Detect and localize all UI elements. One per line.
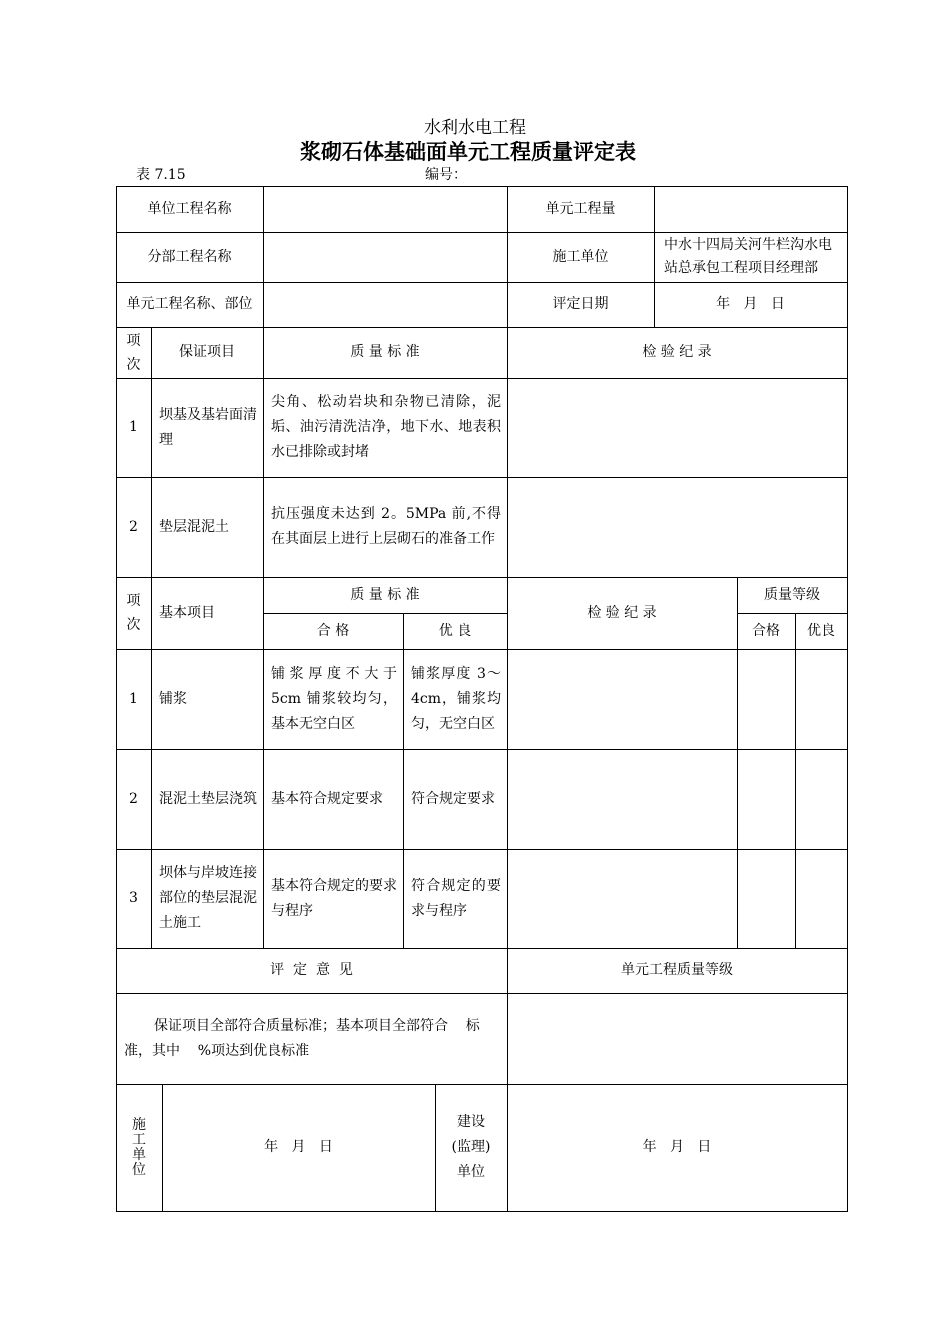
guarantee-row-2-no: 2 — [129, 518, 138, 535]
signoff-constructor-date[interactable]: 年 月 日 — [264, 1139, 333, 1155]
basic-row-1-excellent: 铺浆厚度 3～4cm，铺浆均匀，无空白区 — [411, 665, 501, 732]
guarantee-row-2-standard: 抗压强度未达到 2。5MPa 前,不得在其面层上进行上层砌石的准备工作 — [271, 506, 501, 547]
eval-date-label: 评定日期 — [552, 296, 609, 312]
signoff-supervisor-label-1: 建设 — [457, 1114, 485, 1130]
guarantee-col-no-text: 项次 — [126, 332, 141, 373]
basic-col-no — [116, 577, 151, 649]
basic-col-no-text: 项次 — [126, 593, 141, 633]
guarantee-col-standard: 质 量 标 准 — [350, 344, 420, 360]
sub-project-value[interactable] — [263, 232, 507, 282]
basic-row-1-item: 铺浆 — [159, 690, 187, 707]
basic-col-excellent: 优 良 — [438, 622, 472, 639]
eval-date-value[interactable]: 年 月 日 — [716, 296, 785, 312]
guarantee-row-1-no: 1 — [129, 419, 138, 435]
guarantee-row-1-item: 坝基及基岩面清理 — [159, 406, 257, 448]
unit-project-value[interactable] — [263, 186, 507, 232]
basic-col-pass: 合 格 — [316, 622, 350, 639]
signoff-supervisor-label — [435, 1084, 507, 1211]
guarantee-row-2-record[interactable] — [507, 477, 847, 577]
basic-row-2-pass: 基本符合规定要求 — [271, 790, 383, 807]
guarantee-row-1-standard: 尖角、松动岩块和杂物已清除，泥垢、油污清洗洁净，地下水、地表积水已排除或封堵 — [271, 394, 501, 460]
basic-col-item: 基本项目 — [159, 604, 215, 621]
basic-col-record: 检 验 纪 录 — [587, 604, 657, 621]
signoff-constructor-label — [116, 1084, 162, 1211]
guarantee-row-2-item: 垫层混泥土 — [159, 518, 229, 535]
constructor-value[interactable]: 中水十四局关河牛栏沟水电站总承包工程项目经理部 — [664, 237, 832, 276]
basic-col-grade: 质量等级 — [764, 586, 820, 603]
constructor-label: 施工单位 — [552, 248, 609, 265]
basic-row-3-item: 坝体与岸坡连接部位的垫层混泥土施工 — [159, 865, 257, 931]
document-title: 浆砌石体基础面单元工程质量评定表 — [300, 139, 636, 164]
evaluation-opinion-text[interactable]: 保证项目全部符合质量标准；基本项目全部符合 标准，其中 %项达到优良标准 — [124, 1018, 480, 1059]
basic-row-1-pass: 铺浆厚度不大于 5cm 铺浆较均匀，基本无空白区 — [271, 665, 397, 732]
signoff-constructor-label-text: 施工单位 — [132, 1116, 146, 1178]
basic-row-3-pass: 基本符合规定的要求与程序 — [271, 877, 397, 919]
basic-col-grade-pass: 合格 — [752, 622, 780, 639]
guarantee-col-record: 检 验 纪 录 — [642, 344, 712, 360]
basic-row-3-no: 3 — [129, 890, 138, 906]
document-supertitle: 水利水电工程 — [424, 118, 526, 138]
guarantee-col-item: 保证项目 — [179, 344, 235, 360]
evaluation-grade-label: 单元工程质量等级 — [621, 962, 733, 978]
sub-project-label: 分部工程名称 — [147, 248, 232, 265]
serial-number-label: 编号： — [425, 167, 467, 183]
unit-name-value[interactable] — [263, 282, 507, 327]
signoff-supervisor-label-3: 单位 — [457, 1164, 485, 1180]
signoff-supervisor-label-2: (监理) — [451, 1139, 491, 1155]
evaluation-opinion-label: 评 定 意 见 — [270, 962, 353, 978]
basic-row-2-item: 混泥土垫层浇筑 — [159, 790, 257, 807]
evaluation-grade-value[interactable] — [507, 993, 847, 1084]
basic-col-standard: 质 量 标 准 — [350, 586, 420, 603]
basic-row-1-no: 1 — [129, 690, 138, 707]
basic-row-2-no: 2 — [129, 790, 138, 807]
table-number: 表 7.15 — [136, 167, 186, 183]
basic-row-3-excellent: 符合规定的要求与程序 — [411, 877, 501, 919]
guarantee-col-no — [116, 327, 151, 378]
unit-project-label: 单位工程名称 — [147, 200, 232, 217]
unit-quantity-value[interactable] — [654, 186, 847, 232]
basic-col-grade-excellent: 优良 — [807, 622, 835, 639]
guarantee-row-1-record[interactable] — [507, 378, 847, 477]
unit-name-label: 单元工程名称、部位 — [126, 296, 253, 312]
unit-quantity-label: 单元工程量 — [545, 200, 616, 217]
signoff-supervisor-date[interactable]: 年 月 日 — [642, 1139, 712, 1155]
basic-row-2-excellent: 符合规定要求 — [411, 790, 495, 807]
